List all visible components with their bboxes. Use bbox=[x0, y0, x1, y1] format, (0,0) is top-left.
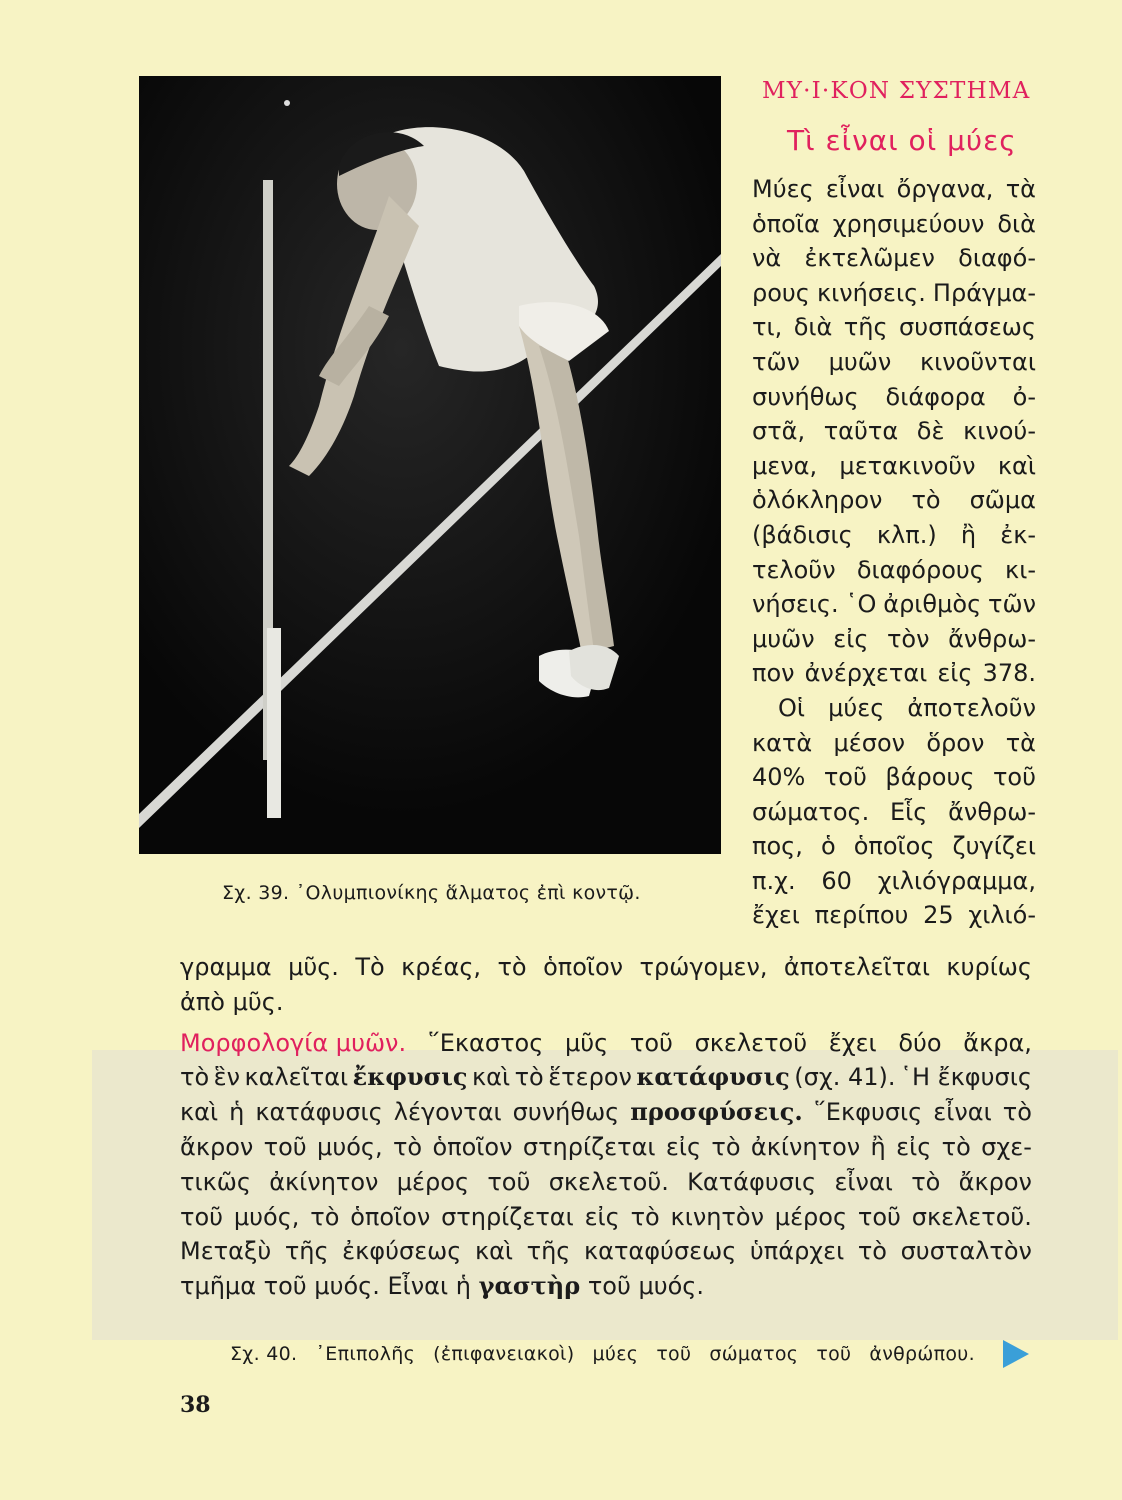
text-line: ἄκρον τοῦ μυός, τὸ ὁποῖον στηρίζεται εἰς τὸ ἀκίνητον ἢ εἰς τὸ σχε- bbox=[180, 1132, 1032, 1161]
figure-39-photo bbox=[139, 76, 721, 854]
text-line: κατὰ μέσον ὅρον τὰ bbox=[752, 728, 1036, 757]
page-number: 38 bbox=[180, 1392, 211, 1418]
figure-39-caption: Σχ. 39. ᾿Ολυμπιονίκης ἅλματος ἐπὶ κοντῷ. bbox=[222, 882, 641, 904]
text-line: πον ἀνέρχεται εἰς 378. bbox=[752, 659, 1036, 688]
chapter-title: ΜΥ·Ι·ΚΟΝ ΣΥΣΤΗΜΑ bbox=[762, 78, 1031, 104]
text-line: στᾶ, ταῦτα δὲ κινού- bbox=[752, 417, 1036, 446]
text-line: τὸ ἓν καλεῖται ἔκφυσις καὶ τὸ ἕτερον κατάφυσις (σχ. 41). ῾Η ἔκφυσις bbox=[180, 1062, 1032, 1092]
text-line: τι, διὰ τῆς συσπάσεως bbox=[752, 313, 1036, 342]
text-line: τοῦ μυός, τὸ ὁποῖον στηρίζεται εἰς τὸ κινητὸν μέρος τοῦ σκελετοῦ. bbox=[180, 1202, 1032, 1231]
section-title: Τὶ εἶναι οἱ μύες bbox=[787, 124, 1017, 157]
text-line: ρους κινήσεις. Πράγμα- bbox=[752, 278, 1036, 307]
text-line: (βάδισις κλπ.) ἢ ἐκ- bbox=[752, 520, 1036, 549]
text-line: τῶν μυῶν κινοῦνται bbox=[752, 347, 1036, 376]
full-width-text bbox=[180, 950, 1032, 1304]
pole-vault-illustration bbox=[139, 76, 721, 854]
text-line: Μεταξὺ τῆς ἐκφύσεως καὶ τῆς καταφύσεως ὑπάρχει τὸ συσταλτὸν bbox=[180, 1237, 1032, 1266]
text-line: συνήθως διάφορα ὀ- bbox=[752, 382, 1036, 411]
text-line: Οἱ μύες ἀποτελοῦν bbox=[778, 693, 1036, 722]
right-column-text bbox=[752, 172, 1036, 933]
text-line: πος, ὁ ὁποῖος ζυγίζει bbox=[752, 832, 1036, 861]
text-line: Μύες εἶναι ὄργανα, τὰ bbox=[752, 175, 1036, 203]
text-line: ὁποῖα χρησιμεύουν διὰ bbox=[752, 209, 1036, 238]
text-line: τμῆμα τοῦ μυός. Εἶναι ἡ γαστὴρ τοῦ μυός. bbox=[180, 1271, 705, 1301]
text-line: σώματος. Εἷς ἄνθρω- bbox=[752, 797, 1036, 826]
text-line: γραμμα μῦς. Τὸ κρέας, τὸ ὁποῖον τρώγομεν, ἀποτελεῖται κυρίως bbox=[180, 953, 1032, 981]
triangle-right-icon bbox=[1003, 1340, 1029, 1368]
text-line: ἔχει περίπου 25 χιλιό- bbox=[752, 901, 1036, 930]
text-line: τελοῦν διαφόρους κι- bbox=[752, 555, 1036, 584]
text-line: Μορφολογία μυῶν. ῞Εκαστος μῦς τοῦ σκελετοῦ ἔχει δύο ἄκρα, bbox=[180, 1026, 1032, 1061]
text-line: μενα, μετακινοῦν καὶ bbox=[752, 451, 1036, 480]
text-line: π.χ. 60 χιλιόγραμμα, bbox=[752, 866, 1036, 895]
text-line: νὰ ἐκτελῶμεν διαφό- bbox=[752, 244, 1036, 273]
figure-40-caption: Σχ. 40. ᾿Επιπολῆς (ἐπιφανειακοὶ) μύες τοῦ σώματος τοῦ ἀνθρώπου. bbox=[230, 1343, 975, 1365]
text-line: 40% τοῦ βάρους τοῦ bbox=[752, 763, 1036, 792]
text-line: μυῶν εἰς τὸν ἄνθρω- bbox=[752, 624, 1036, 653]
text-line: ἀπὸ μῦς. bbox=[180, 987, 284, 1016]
text-line: νήσεις. ῾Ο ἀριθμὸς τῶν bbox=[752, 590, 1036, 619]
text-line: τικῶς ἀκίνητον μέρος τοῦ σκελετοῦ. Κατάφυσις εἶναι τὸ ἄκρον bbox=[180, 1167, 1032, 1196]
text-line: ὁλόκληρον τὸ σῶμα bbox=[752, 486, 1036, 515]
subheading-morphology: Μορφολογία μυῶν. bbox=[180, 1028, 407, 1057]
text-line: καὶ ἡ κατάφυσις λέγονται συνήθως προσφύσεις. ῞Εκφυσις εἶναι τὸ bbox=[180, 1097, 1032, 1127]
